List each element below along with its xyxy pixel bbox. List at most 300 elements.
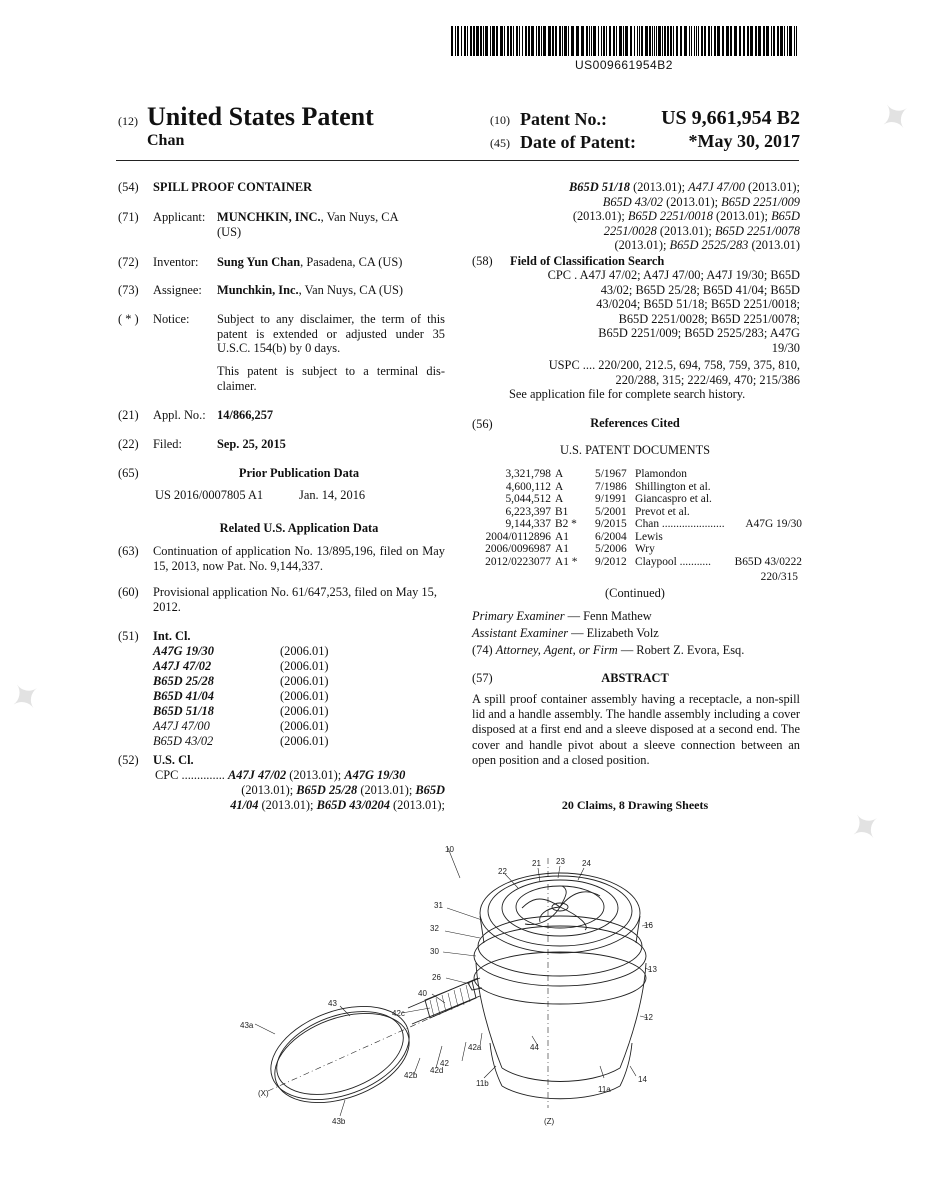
barcode-bar [777, 26, 779, 56]
figure-reference-label: 12 [644, 1013, 653, 1022]
barcode-bar [522, 26, 523, 56]
ref-number: 5,044,512 [505, 493, 551, 505]
barcode-bar [641, 26, 643, 56]
cpc-version: (2013.01); [357, 783, 416, 797]
attorney-code: (74) [472, 643, 493, 657]
cpc-version: (2013.01); [614, 238, 670, 253]
ref-date: 5/2001 [595, 505, 627, 518]
patent-date: *May 30, 2017 [688, 131, 800, 151]
attorney-name: — Robert Z. Evora, Esq. [617, 643, 745, 657]
barcode-bar [510, 26, 512, 56]
ref-number: 9,144,337 [505, 518, 551, 530]
cpc-class: B65D 43/02 [602, 194, 663, 209]
uscl-heading: U.S. Cl. [153, 753, 194, 767]
reference-row [477, 506, 802, 519]
ref-number: 2006/0096987 [485, 543, 551, 555]
barcode-bar [696, 26, 697, 56]
uscl-code: (52) [118, 753, 139, 767]
barcode-bar [552, 26, 554, 56]
applicant-value [217, 210, 447, 239]
barcode-graphic [451, 26, 801, 56]
barcode [451, 26, 801, 56]
claims-summary: 20 Claims, 8 Drawing Sheets [561, 798, 709, 812]
barcode-bar [639, 26, 640, 56]
figure-reference-label: 32 [430, 924, 439, 933]
prov-code: (60) [118, 585, 139, 599]
reference-row [477, 518, 802, 531]
barcode-bar [496, 26, 498, 56]
patent-drawing [240, 838, 690, 1138]
barcode-bar [513, 26, 514, 56]
barcode-bar [796, 26, 797, 56]
reference-row [477, 543, 802, 556]
ref-name: Wry [635, 543, 655, 555]
assistant-examiner-label: Assistant Examiner [472, 626, 569, 640]
cpc-version: (2013.01); [241, 783, 297, 797]
ref-name: Chan ...................... [635, 518, 725, 530]
figure-reference-label: 43 [328, 999, 337, 1008]
field-cpc-line: B65D 2251/0028; B65D 2251/0078; [618, 311, 800, 326]
ref-class [730, 468, 802, 481]
barcode-bar [507, 26, 509, 56]
ref-name: Plamondon [635, 468, 687, 480]
barcode-bar [698, 26, 699, 56]
assignee-label: Assignee: [153, 283, 202, 297]
cpc-version: (2013.01); [656, 223, 715, 238]
barcode-bar [541, 26, 542, 56]
figure-reference-label: 30 [430, 947, 439, 956]
barcode-bar [784, 26, 785, 56]
barcode-bar [455, 26, 456, 56]
ref-number: 3,321,798 [505, 468, 551, 480]
barcode-bar [623, 26, 624, 56]
ref-date: 5/2006 [595, 543, 627, 555]
intcl-row [153, 719, 329, 734]
applicant-code: (71) [118, 210, 139, 224]
barcode-bar [593, 26, 596, 56]
code-10: (10) [490, 113, 510, 127]
assignee-name: Munchkin, Inc. [217, 283, 299, 297]
ref-class [730, 506, 802, 519]
barcode-bar [464, 26, 466, 56]
cpc-version: (2013.01); [663, 194, 722, 209]
field-cpc-block [500, 268, 800, 356]
figure-reference-label: 21 [532, 859, 541, 868]
ref-kind: A1 * [555, 555, 578, 568]
barcode-bar [457, 26, 459, 56]
barcode-bar [598, 26, 599, 56]
figure-reference-label: 14 [638, 1075, 647, 1084]
uscl-cpc-line-1 [155, 768, 445, 783]
intcl-table [153, 644, 329, 749]
see-application: See application file for complete search history. [509, 387, 746, 401]
cpc-line [470, 224, 800, 239]
barcode-bar [625, 26, 628, 56]
assignee-value [217, 283, 403, 298]
barcode-bar [780, 26, 783, 56]
barcode-bar [726, 26, 729, 56]
field-cpc-line: CPC . A47J 47/02; A47J 47/00; A47J 19/30; B65D [547, 268, 800, 282]
barcode-bar [559, 26, 561, 56]
ref-name: Shillington et al. [635, 480, 711, 493]
barcode-bar [689, 26, 690, 56]
figure-reference-label: 42a [468, 1043, 482, 1052]
barcode-bar [730, 26, 732, 56]
field-cpc-line: 19/30 [771, 340, 800, 355]
barcode-bar [789, 26, 792, 56]
barcode-bar [467, 26, 468, 56]
barcode-bar [568, 26, 569, 56]
cpc-line [470, 238, 800, 253]
barcode-bar [616, 26, 617, 56]
watermark: ✦ [840, 799, 892, 855]
ref-kind: B2 * [555, 518, 577, 530]
figure-reference-label: 24 [582, 859, 591, 868]
refs-code: (56) [472, 417, 493, 431]
ref-date: 7/1986 [595, 480, 627, 493]
barcode-bar [634, 26, 635, 56]
barcode-bar [667, 26, 669, 56]
figure-reference-label: 40 [418, 989, 427, 998]
ref-kind: B1 [555, 505, 569, 518]
barcode-bar [739, 26, 741, 56]
barcode-bar [722, 26, 724, 56]
assignee-loc: , Van Nuys, CA (US) [298, 283, 404, 297]
cpc-version: (2013.01); [258, 798, 317, 812]
appl-code: (21) [118, 408, 139, 422]
refs-last-cont: 220/315 [760, 571, 798, 583]
figure-reference-label: 42d [430, 1066, 444, 1075]
notice-text-2: This patent is subject to a terminal dis- claimer. [217, 364, 445, 393]
barcode-bar [603, 26, 605, 56]
barcode-bar [680, 26, 682, 56]
cpc-class: B65D 25/28 [296, 783, 358, 797]
intcl-version: (2006.01) [280, 644, 329, 658]
refs-continued: (Continued) [605, 586, 665, 600]
intcl-class: B65D 43/02 [153, 734, 214, 748]
reference-row [477, 531, 802, 544]
intcl-version: (2006.01) [280, 719, 329, 733]
figure-reference-label: (X) [258, 1089, 269, 1098]
barcode-bar [673, 26, 674, 56]
barcode-bar [536, 26, 537, 56]
cpc-class: A47J 47/00 [688, 180, 745, 194]
intcl-class: B65D 41/04 [153, 689, 214, 703]
cpc-version: (2013.01); [286, 768, 345, 782]
barcode-bar [483, 26, 484, 56]
cpc-version: (2013.01) [748, 238, 800, 253]
inventor-loc: , Pasadena, CA (US) [300, 255, 403, 269]
figure-reference-label: 11b [476, 1079, 489, 1088]
figure-reference-label: 23 [556, 857, 565, 866]
field-cpc-line: B65D 2251/009; B65D 2525/283; A47G [598, 326, 800, 341]
applicant-loc: , Van Nuys, CA [320, 210, 399, 224]
refs-heading: References Cited [590, 416, 680, 430]
filed-code: (22) [118, 437, 139, 451]
ref-name: Prevot et al. [635, 505, 690, 518]
patent-no: US 9,661,954 B2 [661, 107, 800, 129]
figure-reference-label: 10 [445, 845, 454, 854]
barcode-bar [548, 26, 551, 56]
ref-kind: A1 [555, 530, 569, 543]
barcode-bar [691, 26, 692, 56]
uscl-cpc-line-3 [153, 798, 445, 813]
reference-row [477, 468, 802, 481]
cpc-class: B65D 51/18 [569, 180, 630, 194]
figure-reference-label: (Z) [544, 1117, 555, 1126]
barcode-bar [747, 26, 749, 56]
cpc-line [470, 195, 800, 210]
date-label: Date of Patent: [520, 132, 636, 152]
barcode-bar [654, 26, 655, 56]
abstract-text: A spill proof container assembly having a receptacle, a non-spill lid and a handle assembly. The handle assembly including a cover disposed at a first end and a sleeve disposed at a second end. The cover and handle pivot about a sleeve connection between an open position and a closed position. [472, 692, 800, 767]
intcl-class: A47G 19/30 [153, 644, 214, 658]
patent-no-label: Patent No.: [520, 109, 607, 129]
cpc-line [470, 209, 800, 224]
figure-reference-label: 22 [498, 867, 507, 876]
figure-reference-label: 42b [404, 1071, 418, 1080]
appl-label: Appl. No.: [153, 408, 206, 422]
primary-examiner-label: Primary Examiner [472, 609, 565, 623]
intcl-row [153, 659, 329, 674]
barcode-bar [516, 26, 518, 56]
filed-date: Sep. 25, 2015 [217, 437, 286, 451]
cont-code: (63) [118, 544, 139, 558]
barcode-bar [743, 26, 745, 56]
prior-date: Jan. 14, 2016 [299, 488, 366, 502]
intcl-code: (51) [118, 629, 139, 643]
barcode-bar [576, 26, 579, 56]
barcode-bar [473, 26, 475, 56]
intcl-version: (2006.01) [280, 659, 329, 673]
assignee-code: (73) [118, 283, 139, 297]
ref-number: 2012/0223077 [485, 555, 551, 568]
figure-reference-label: 31 [434, 901, 443, 910]
cpc-label: CPC .............. [155, 768, 225, 782]
title-code: (54) [118, 180, 139, 194]
cpc-version: (2013.01); [712, 209, 772, 224]
related-heading: Related U.S. Application Data [219, 521, 379, 535]
barcode-bar [645, 26, 648, 56]
intcl-class: B65D 25/28 [153, 674, 214, 688]
barcode-bar [794, 26, 795, 56]
barcode-bar [589, 26, 590, 56]
barcode-bar [664, 26, 666, 56]
assistant-examiner [472, 626, 659, 641]
intcl-row [153, 704, 329, 719]
barcode-bar [480, 26, 482, 56]
barcode-bar [461, 26, 462, 56]
ref-class [730, 493, 802, 506]
intcl-class: A47J 47/02 [153, 659, 212, 673]
ref-class [730, 481, 802, 494]
ref-class: A47G 19/30 [745, 518, 802, 530]
ref-kind: A [555, 480, 564, 493]
figure-reference-label: 13 [648, 965, 657, 974]
refs-subheading: U.S. PATENT DOCUMENTS [559, 443, 711, 457]
cpc-continued-block [470, 180, 800, 253]
attorney [472, 643, 744, 658]
notice-text-1: Subject to any disclaimer, the term of this patent is extended or adjusted under 35 U.S.C. 154(b) by 0 days. [217, 312, 445, 356]
inventor-label: Inventor: [153, 255, 199, 269]
barcode-bar [451, 26, 453, 56]
inventor-surname: Chan [147, 132, 185, 149]
cpc-version: (2013.01); [572, 209, 628, 224]
patent-title: SPILL PROOF CONTAINER [153, 180, 313, 194]
prior-pub: US 2016/0007805 A1 [155, 488, 264, 502]
intcl-row [153, 689, 329, 704]
barcode-bar [758, 26, 761, 56]
intcl-class: B65D 51/18 [153, 704, 214, 718]
barcode-bar [562, 26, 563, 56]
barcode-bar [763, 26, 765, 56]
assistant-examiner-name: — Elizabeth Volz [568, 626, 659, 640]
prior-heading: Prior Publication Data [238, 466, 360, 480]
references-table [477, 468, 802, 568]
barcode-bar [652, 26, 653, 56]
ref-name: Giancaspro et al. [635, 493, 712, 505]
cpc-class: B65D [771, 209, 800, 224]
barcode-bar [500, 26, 503, 56]
intcl-row [153, 644, 329, 659]
barcode-bar [708, 26, 710, 56]
ref-date: 9/1991 [595, 493, 627, 505]
barcode-bar [571, 26, 574, 56]
figure-reference-label: 43a [240, 1021, 254, 1030]
barcode-bar [601, 26, 602, 56]
primary-examiner [472, 609, 652, 624]
filed-label: Filed: [153, 437, 182, 451]
cpc-version: (2013.01); [629, 180, 689, 194]
cpc-class: A47J 47/02 [228, 768, 287, 782]
barcode-bar [704, 26, 706, 56]
barcode-bar [564, 26, 567, 56]
intcl-version: (2006.01) [280, 704, 329, 718]
abstract-code: (57) [472, 671, 493, 685]
barcode-bar [476, 26, 479, 56]
ref-kind: A [555, 468, 564, 480]
applicant-name: MUNCHKIN, INC. [217, 210, 321, 224]
barcode-bar [649, 26, 651, 56]
cpc-version: (2013.01); [744, 180, 800, 194]
cpc-line [470, 180, 800, 195]
figure-reference-label: 16 [644, 921, 653, 930]
cont-text: Continuation of application No. 13/895,196, filed on May 15, 2013, now Pat. No. 9,144,337. [153, 544, 445, 573]
barcode-bar [531, 26, 534, 56]
ref-number: 4,600,112 [505, 480, 551, 493]
intcl-heading: Int. Cl. [153, 629, 191, 643]
intcl-row [153, 734, 329, 749]
field-uspc-line: 220/288, 315; 222/469, 470; 215/386 [615, 372, 800, 387]
barcode-bar [755, 26, 757, 56]
barcode-bar [619, 26, 622, 56]
intcl-version: (2006.01) [280, 674, 329, 688]
header-divider [116, 160, 799, 161]
barcode-bar [766, 26, 769, 56]
reference-row [477, 556, 802, 569]
figure-reference-label: 11a [598, 1085, 611, 1094]
barcode-bar [528, 26, 530, 56]
cpc-class: B65D 2251/0018 [627, 209, 713, 224]
barcode-bar [504, 26, 505, 56]
barcode-bar [591, 26, 592, 56]
barcode-bar [694, 26, 695, 56]
notice-label: Notice: [153, 312, 190, 326]
field-uspc-line: USPC .... 220/200, 212.5, 694, 758, 759, 375, 810, [548, 358, 800, 372]
figure-reference-label: 26 [432, 973, 441, 982]
cpc-class: 2251/0028 [603, 223, 657, 238]
barcode-bar [519, 26, 520, 56]
barcode-bar [658, 26, 661, 56]
barcode-bar [662, 26, 663, 56]
barcode-bar [701, 26, 703, 56]
ref-class [730, 531, 802, 544]
cpc-class: B65D 2251/0078 [714, 223, 800, 238]
cpc-class: B65D 2525/283 [669, 238, 749, 253]
appl-no: 14/866,257 [217, 408, 274, 422]
watermark: ✦ [870, 89, 922, 145]
figure-reference-label: 43b [332, 1117, 346, 1126]
ref-kind: A1 [555, 543, 569, 555]
cpc-class: 41/04 [230, 798, 259, 812]
reference-row [477, 481, 802, 494]
intcl-version: (2006.01) [280, 689, 329, 703]
barcode-bar [492, 26, 495, 56]
figure-reference-label: 42 [440, 1059, 449, 1068]
cpc-class: B65D 43/0204 [316, 798, 390, 812]
notice-code: ( * ) [118, 312, 139, 326]
field-code: (58) [472, 254, 493, 268]
intcl-version: (2006.01) [280, 734, 329, 748]
barcode-bar [485, 26, 488, 56]
barcode-bar [773, 26, 775, 56]
barcode-bar [630, 26, 632, 56]
prov-text: Provisional application No. 61/647,253, filed on May 15, 2012. [153, 585, 437, 614]
barcode-bar [613, 26, 615, 56]
prior-code: (65) [118, 466, 139, 480]
barcode-bar [538, 26, 540, 56]
barcode-bar [750, 26, 753, 56]
barcode-bar [676, 26, 678, 56]
reference-row [477, 493, 802, 506]
ref-date: 5/1967 [595, 468, 627, 480]
barcode-bar [581, 26, 584, 56]
barcode-bar [771, 26, 772, 56]
uscl-cpc-line-2 [153, 783, 445, 798]
figure-reference-label: 44 [530, 1043, 539, 1052]
barcode-bar [555, 26, 557, 56]
barcode-bar [543, 26, 546, 56]
inventor-name: Sung Yun Chan [217, 255, 301, 269]
field-heading: Field of Classification Search [510, 254, 665, 268]
field-uspc-block [500, 358, 800, 387]
ref-date: 6/2004 [595, 530, 627, 543]
ref-class: B65D 43/0222 [734, 555, 802, 568]
applicant-label: Applicant: [153, 210, 206, 224]
cpc-class: A47G 19/30 [344, 768, 406, 782]
ref-number: 6,223,397 [505, 505, 551, 518]
intcl-row [153, 674, 329, 689]
barcode-bar [656, 26, 657, 56]
barcode-bar [670, 26, 672, 56]
cpc-version: (2013.01); [389, 798, 445, 812]
abstract-heading: ABSTRACT [601, 671, 669, 685]
attorney-label: Attorney, Agent, or Firm [495, 643, 618, 657]
barcode-bar [606, 26, 607, 56]
barcode-bar [717, 26, 720, 56]
applicant-country: (US) [217, 224, 242, 239]
field-cpc-line: 43/0204; B65D 51/18; B65D 2251/0018; [596, 297, 800, 312]
